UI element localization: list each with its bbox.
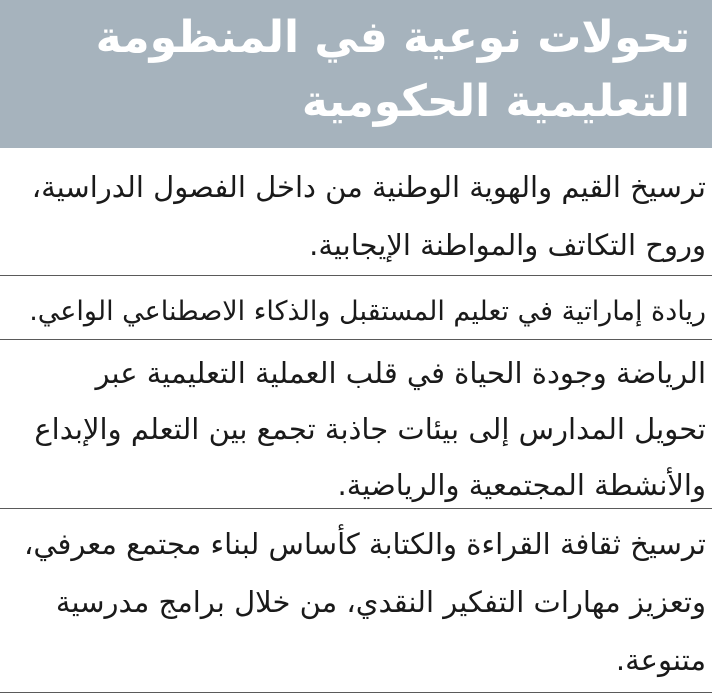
title-banner (0, 0, 712, 148)
item-text-line: وتعزيز مهارات التفكير النقدي، من خلال برامج مدرسية (55, 585, 706, 619)
list-item-values-identity (0, 158, 712, 274)
item-text-line: ترسيخ القيم والهوية الوطنية من داخل الفصول الدراسية، (31, 170, 706, 204)
divider (0, 508, 712, 509)
divider (0, 692, 712, 693)
divider (0, 275, 712, 276)
list-item-sports-wellbeing (0, 345, 712, 513)
title-line-2: التعليمية الحكومية (301, 76, 690, 127)
item-text-line: ريادة إماراتية في تعليم المستقبل والذكاء الاصطناعي الواعي. (29, 296, 706, 327)
item-text-line: وروح التكاتف والمواطنة الإيجابية. (309, 228, 706, 262)
item-text-line: الرياضة وجودة الحياة في قلب العملية التعليمية عبر (95, 356, 706, 390)
title-line-1: تحولات نوعية في المنظومة (95, 12, 690, 63)
item-text-line: متنوعة. (615, 643, 706, 677)
list-item-reading-culture (0, 515, 712, 689)
item-text-line: تحويل المدارس إلى بيئات جاذبة تجمع بين التعلم والإبداع (34, 412, 706, 446)
list-item-ai-education (0, 283, 712, 341)
item-text-line: والأنشطة المجتمعية والرياضية. (337, 468, 706, 502)
divider (0, 339, 712, 340)
item-text-line: ترسيخ ثقافة القراءة والكتابة كأساس لبناء مجتمع معرفي، (23, 527, 706, 561)
